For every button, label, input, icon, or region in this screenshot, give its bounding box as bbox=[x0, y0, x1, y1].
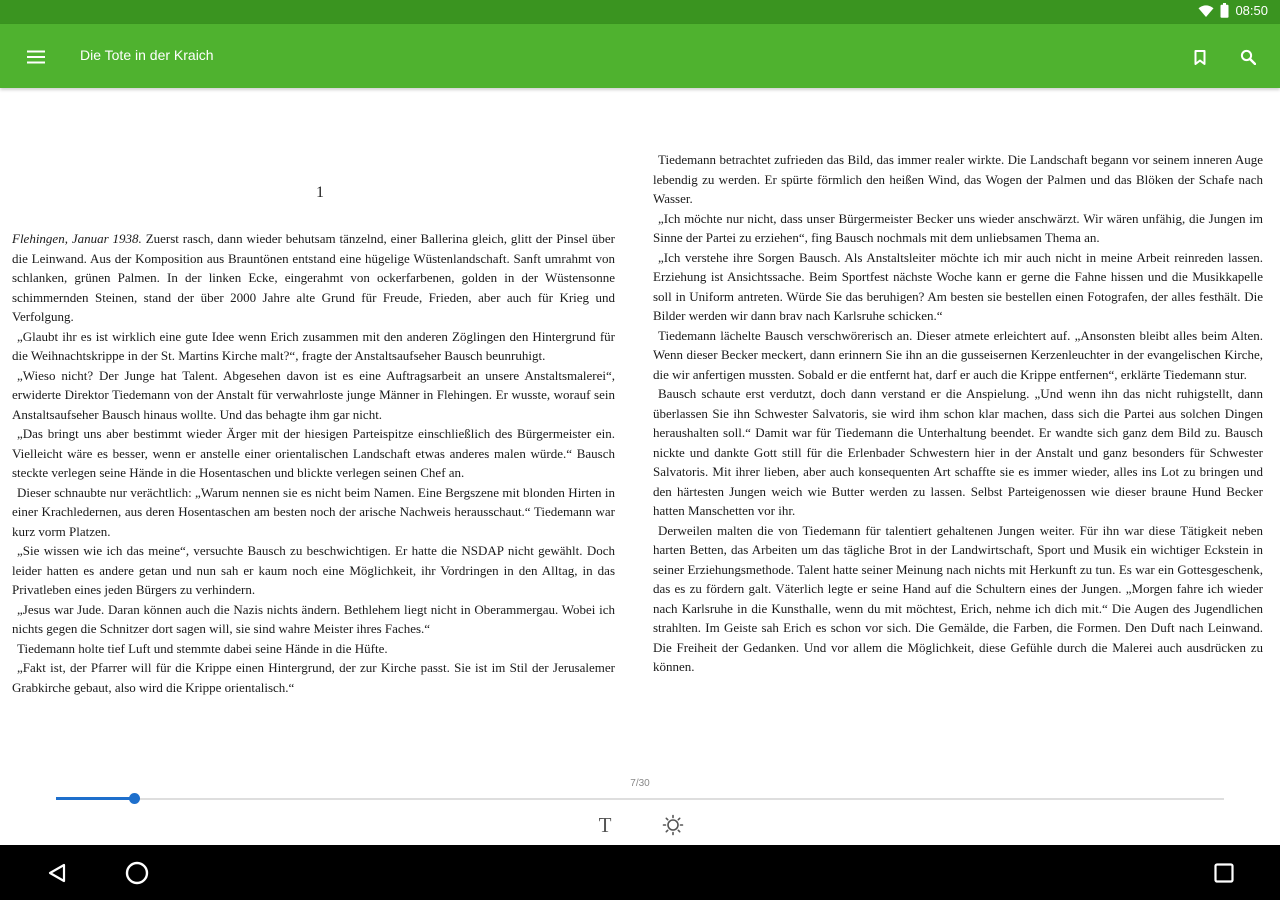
paragraph: Bausch schaute erst verdutzt, doch dann verstand er die Anspielung. „Und wenn ihn das nicht ruhigstellt, dann überlassen Sie ihn Schwester Salvatoris, sie wird ihm schon klar machen, dass sich die Partei aus solchen Dingen heraushalten soll.“ Damit war für Tiedemann die Unterhaltung beendet. Er wandte sich ganz dem Bild zu. Bausch nickte und dankte Gott still für die Erlenbader Schwestern hier in der Anstalt und ganz besonders für Schwester Salvatoris. Mit ihrer lieben, aber auch konsequenten Art schaffte sie es immer wieder, alles ins Lot zu bringen und den härtesten Jungen weich wie Butter werden zu lassen. Selbst Parteigenossen wie dieser braune Hund Becker hatten Manschetten vor ihr. bbox=[653, 386, 1263, 518]
progress-thumb[interactable] bbox=[129, 793, 140, 804]
paragraph: Tiedemann holte tief Luft und stemmte dabei seine Hände in die Hüfte. bbox=[17, 640, 388, 656]
reader-toolbar bbox=[0, 812, 1280, 842]
recents-button[interactable] bbox=[1207, 857, 1241, 889]
chapter-number: 1 bbox=[316, 184, 324, 201]
paragraph: „Ich möchte nur nicht, dass unser Bürgermeister Becker uns wieder anschwärzt. Wir wären unfähig, die Jungen im Sinne der Partei zu erziehen“, fing Bausch nochmals mit dem unliebsamen Thema an. bbox=[653, 210, 1263, 245]
home-circle-icon bbox=[124, 860, 150, 886]
bookmark-icon bbox=[1194, 50, 1206, 65]
paragraph bbox=[12, 229, 615, 327]
paragraph: „Ich verstehe ihre Sorgen Bausch. Als Anstaltsleiter möchte ich mir auch nicht in meine Arbeit reinreden lassen. Erziehung ist Ansichtssache. Beim Sportfest nächste Woche kann er gerne die Fahne hissen und die Musikkapelle soll in Uniform antreten. Würde Sie das beruhigen? Am besten sie bestellen einen Fotografen, der alles festhält. Die Bilder werden wir dann brav nach Karlsruhe schicken.“ bbox=[653, 249, 1263, 323]
paragraph: Tiedemann betrachtet zufrieden das Bild, das immer realer wirkte. Die Landschaft begann vor seinem inneren Auge lebendig zu werden. Er spürte förmlich den heißen Wind, das Wogen der Palmen und das Blöken der Schafe nach Wasser. bbox=[653, 152, 1263, 206]
reader-content[interactable] bbox=[0, 88, 1280, 780]
paragraph: „Jesus war Jude. Daran können auch die Nazis nichts ändern. Bethlehem liegt nicht in Oberammergau. Wobei ich nichts gegen die Schnitzer dort sagen will, sie sind wahre Meister ihres Faches.“ bbox=[12, 601, 615, 636]
back-button[interactable] bbox=[40, 857, 74, 889]
progress-track bbox=[56, 798, 1224, 800]
reading-progress-slider[interactable] bbox=[56, 792, 1224, 806]
paragraph: Derweilen malten die von Tiedemann für talentiert gehaltenen Jungen weiter. Für ihn war diese Tätigkeit neben harten Betten, das Arbeiten um das tägliche Brot in der Landwirtschaft, Sport und Musik ein wichtiger Eckstein in seiner Erziehungsmethode. Talent hatte seiner Meinung nach nichts mit Herkunft zu tun. Es war ein Gottesgeschenk, das es zu fördern galt. Väterlich legte er seine Hand auf die Schultern eines der Jungen. „Morgen fahre ich wieder nach Karlsruhe in die Kunsthalle, wenn du mit möchtest, Erich, nehme ich dich mit.“ Die Augen des Jugendlichen strahlten. Im Geiste sah Erich es schon vor sich. Die Gemälde, die Farben, die Formen. Den Duft nach Leinwand. Die Freiheit der Gedanken. Und vor allem die Möglichkeit, diese Gefühle durch die Malerei auch ausdrücken zu können. bbox=[653, 522, 1263, 674]
text-settings-icon: T bbox=[598, 813, 612, 837]
home-button[interactable] bbox=[120, 857, 154, 889]
back-triangle-icon bbox=[46, 862, 68, 884]
page-indicator: 7/30 bbox=[630, 778, 650, 789]
right-page-column bbox=[653, 150, 1263, 677]
paragraph: „Wieso nicht? Der Junge hat Talent. Abgesehen davon ist es eine Auftragsarbeit an unsere Anstaltsmalerei“, erwiderte Direktor Tiedemann von der Anstalt für verwahrloste junge Männer in Flehingen. Er wusste, worauf sein Anstaltsaufseher Bausch hinaus wollte. Und das behagte ihm gar nicht. bbox=[12, 367, 615, 422]
paragraph: Tiedemann lächelte Bausch verschwörerisch an. Dieser atmete erleichtert auf. „Ansonsten bleibt alles beim Alten. Wenn dieser Becker meckert, dann erinnern Sie ihn an die gusseisernen Kerzenleuchter in der evangelischen Kirche, die wir anfertigen mussten. Sobald er die entfernt hat, darf er auch die Krippe entfernen“, erklärte Tiedemann stur. bbox=[653, 327, 1263, 382]
paragraph: Dieser schnaubte nur verächtlich: „Warum nennen sie es nicht beim Namen. Eine Bergszene mit blonden Hirten in einer Krachledernen, aus deren Hosentaschen am besten noch der arische Nachweis herausschaut.“ Tiedemann war kurz vorm Platzen. bbox=[12, 484, 615, 539]
bookmark-button[interactable] bbox=[1186, 44, 1214, 70]
paragraph-text: Zuerst rasch, dann wieder behutsam tänzelnd, einer Ballerina gleich, glitt der Pinsel über die Leinwand. Aus der Komposition aus Brauntönen entstand eine hügelige Wüstenlandschaft. Sanft umrahmt von schlanken, grünen Palmen. In der linken Ecke, eingerahmt von ockerfarbenen, golden in der Wüstensonne schimmernden Steinen, stand der über 2000 Jahre alte Grund für Freude, Frieden, aber auch für Krieg und Verfolgung. bbox=[12, 231, 615, 324]
system-navigation-bar bbox=[0, 845, 1280, 900]
search-button[interactable] bbox=[1234, 44, 1262, 70]
progress-fill bbox=[56, 797, 134, 800]
book-title: Die Tote in der Kraich bbox=[80, 47, 214, 63]
hamburger-menu-icon bbox=[26, 49, 46, 65]
wifi-icon bbox=[1198, 4, 1214, 18]
recents-square-icon bbox=[1213, 862, 1235, 884]
paragraph: „Fakt ist, der Pfarrer will für die Krippe einen Hintergrund, der zur Kirche passt. Sie ist im Stil der Jerusalemer Grabkirche gebaut, also wird die Krippe orientalisch.“ bbox=[12, 660, 615, 695]
app-bar bbox=[0, 24, 1280, 88]
text-settings-button[interactable] bbox=[590, 812, 620, 838]
battery-icon bbox=[1220, 3, 1229, 18]
dateline: Flehingen, Januar 1938. bbox=[12, 231, 142, 246]
status-icons bbox=[1198, 3, 1268, 18]
paragraph: „Glaubt ihr es ist wirklich eine gute Idee wenn Erich zusammen mit den anderen Zöglingen den Hintergrund für die Weihnachtskrippe in der St. Martins Kirche malt?“, fragte der Anstaltsaufseher Bausch beunruhigt. bbox=[12, 328, 615, 363]
status-bar bbox=[0, 0, 1280, 24]
brightness-icon bbox=[662, 814, 684, 836]
search-icon bbox=[1240, 49, 1256, 65]
paragraph: „Das bringt uns aber bestimmt wieder Ärger mit der hiesigen Parteispitze einschließlich des Bürgermeister ein. Vielleicht wäre es besser, wenn er anstelle einer orientalischen Landschaft etwas anderes malen würde.“ Bausch steckte verlegen seine Hände in die Hosentaschen und blickte verlegen seinen Chef an. bbox=[12, 426, 615, 480]
status-time: 08:50 bbox=[1235, 3, 1268, 18]
menu-button[interactable] bbox=[20, 44, 52, 70]
paragraph: „Sie wissen wie ich das meine“, versuchte Bausch zu beschwichtigen. Er hatte die NSDAP nicht gewählt. Doch leider hatten es andere getan und nun sah er kaum noch eine Möglichkeit, ihr Vordringen in den Alltag, in das Privatleben eines jeden Bürgers zu verhindern. bbox=[12, 543, 615, 597]
left-page-column bbox=[12, 229, 615, 697]
brightness-button[interactable] bbox=[658, 812, 688, 838]
